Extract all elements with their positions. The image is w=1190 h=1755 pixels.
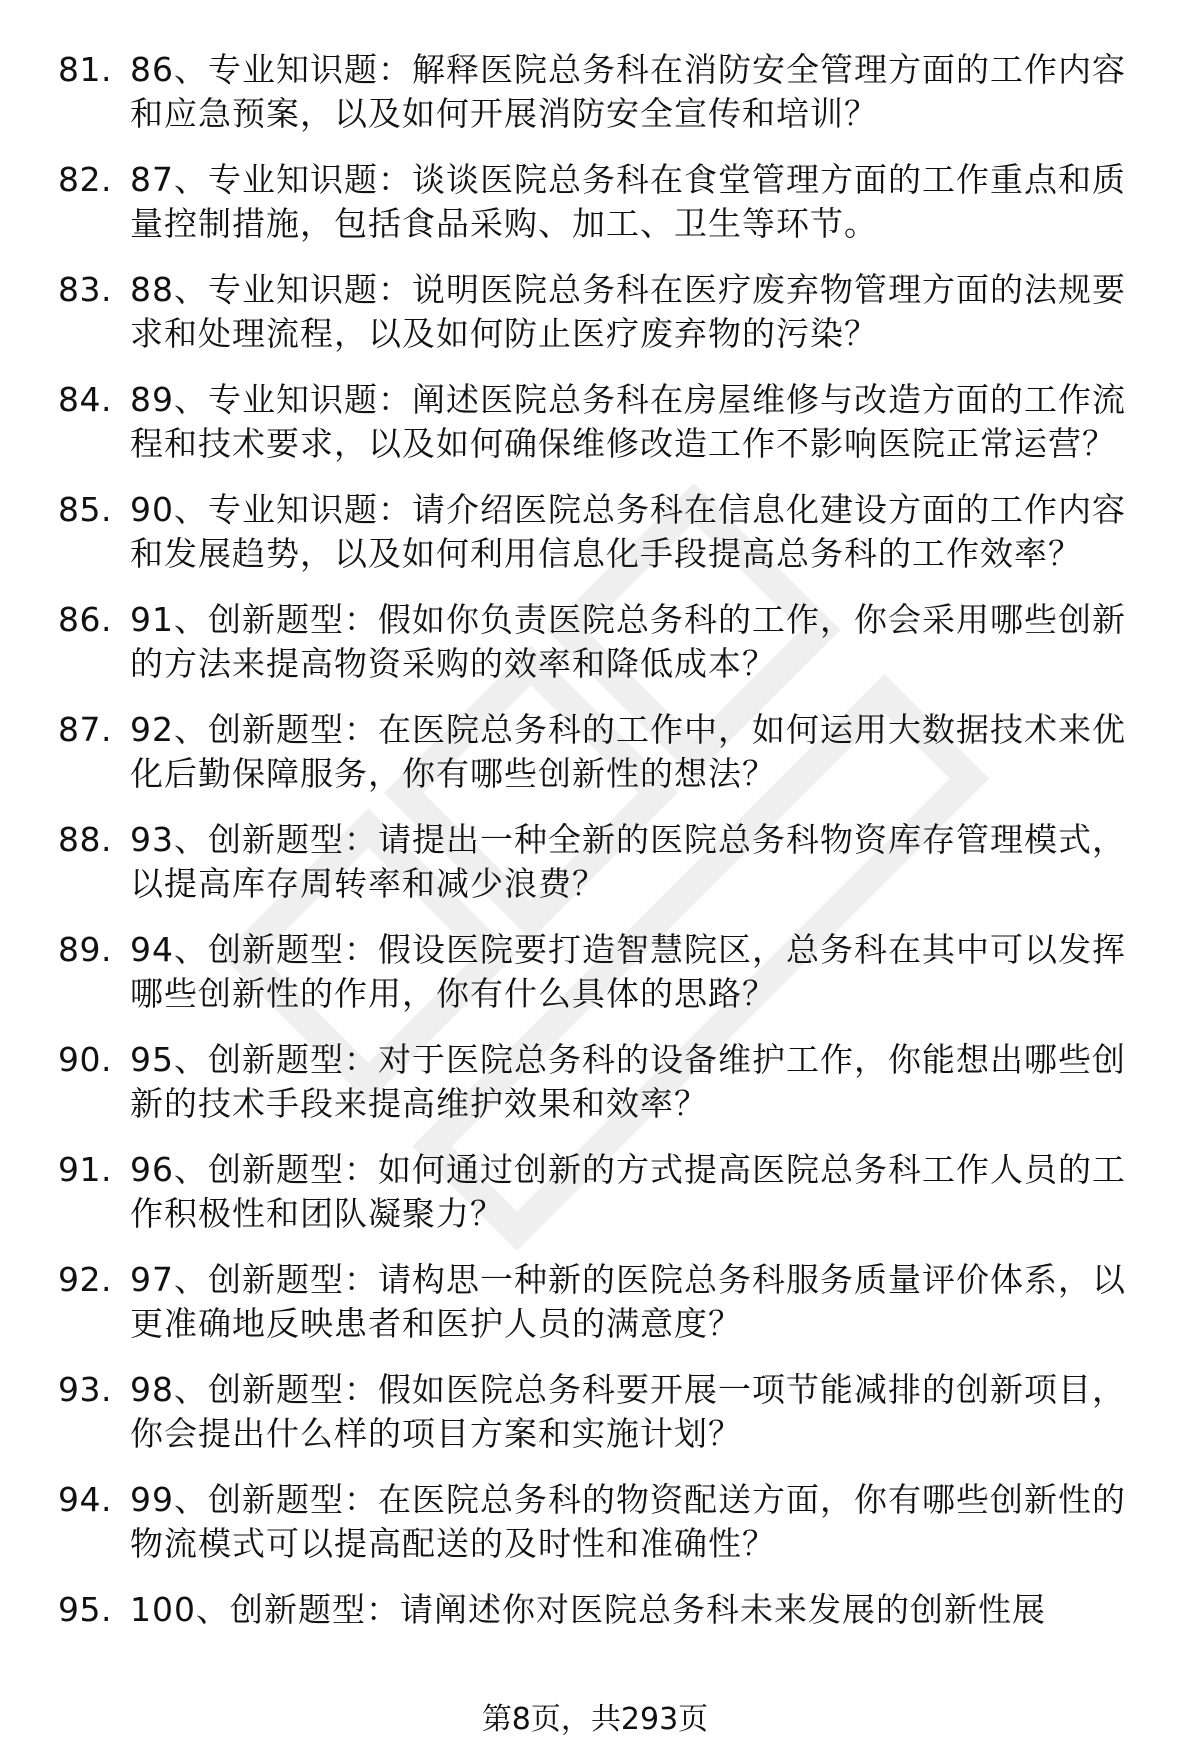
list-item bbox=[58, 598, 1158, 686]
list-item bbox=[58, 48, 1158, 136]
item-number: 94. bbox=[58, 1480, 112, 1519]
item-number: 91. bbox=[58, 1150, 112, 1189]
list-item bbox=[58, 268, 1158, 356]
item-number: 90. bbox=[58, 1040, 112, 1079]
item-number: 84. bbox=[58, 380, 112, 419]
item-text: 100、创新题型：请阐述你对医院总务科未来发展的创新性展 bbox=[130, 1590, 1046, 1629]
question-list bbox=[58, 48, 1158, 1654]
item-number: 92. bbox=[58, 1260, 112, 1299]
list-item bbox=[58, 1038, 1158, 1126]
item-number: 86. bbox=[58, 600, 112, 639]
list-item bbox=[58, 708, 1158, 796]
item-text: 97、创新题型：请构思一种新的医院总务科服务质量评价体系，以更准确地反映患者和医护人员的满意度？ bbox=[130, 1260, 1126, 1343]
item-number: 88. bbox=[58, 820, 112, 859]
list-item bbox=[58, 928, 1158, 1016]
item-text: 87、专业知识题：谈谈医院总务科在食堂管理方面的工作重点和质量控制措施，包括食品采购、加工、卫生等环节。 bbox=[130, 160, 1126, 243]
item-number: 81. bbox=[58, 50, 112, 89]
item-number: 85. bbox=[58, 490, 112, 529]
item-number: 83. bbox=[58, 270, 112, 309]
list-item bbox=[58, 1478, 1158, 1566]
item-text: 90、专业知识题：请介绍医院总务科在信息化建设方面的工作内容和发展趋势，以及如何利用信息化手段提高总务科的工作效率？ bbox=[130, 490, 1126, 573]
item-text: 93、创新题型：请提出一种全新的医院总务科物资库存管理模式，以提高库存周转率和减少浪费？ bbox=[130, 820, 1126, 903]
item-text: 89、专业知识题：阐述医院总务科在房屋维修与改造方面的工作流程和技术要求，以及如何确保维修改造工作不影响医院正常运营？ bbox=[130, 380, 1126, 463]
list-item bbox=[58, 1368, 1158, 1456]
item-text: 94、创新题型：假设医院要打造智慧院区，总务科在其中可以发挥哪些创新性的作用，你有什么具体的思路？ bbox=[130, 930, 1126, 1013]
item-text: 95、创新题型：对于医院总务科的设备维护工作，你能想出哪些创新的技术手段来提高维护效果和效率？ bbox=[130, 1040, 1126, 1123]
item-text: 99、创新题型：在医院总务科的物资配送方面，你有哪些创新性的物流模式可以提高配送的及时性和准确性？ bbox=[130, 1480, 1126, 1563]
list-item bbox=[58, 488, 1158, 576]
item-number: 93. bbox=[58, 1370, 112, 1409]
item-text: 98、创新题型：假如医院总务科要开展一项节能减排的创新项目，你会提出什么样的项目方案和实施计划？ bbox=[130, 1370, 1126, 1453]
item-text: 96、创新题型：如何通过创新的方式提高医院总务科工作人员的工作积极性和团队凝聚力？ bbox=[130, 1150, 1126, 1233]
item-number: 82. bbox=[58, 160, 112, 199]
list-item bbox=[58, 1258, 1158, 1346]
list-item bbox=[58, 378, 1158, 466]
list-item bbox=[58, 1588, 1158, 1632]
item-text: 88、专业知识题：说明医院总务科在医疗废弃物管理方面的法规要求和处理流程，以及如何防止医疗废弃物的污染？ bbox=[130, 270, 1126, 353]
item-text: 86、专业知识题：解释医院总务科在消防安全管理方面的工作内容和应急预案，以及如何开展消防安全宣传和培训？ bbox=[130, 50, 1126, 133]
list-item bbox=[58, 1148, 1158, 1236]
page-footer bbox=[0, 1700, 1190, 1740]
item-number: 87. bbox=[58, 710, 112, 749]
page-number-label: 第8页，共293页 bbox=[481, 1702, 709, 1737]
list-item bbox=[58, 818, 1158, 906]
list-item bbox=[58, 158, 1158, 246]
item-text: 92、创新题型：在医院总务科的工作中，如何运用大数据技术来优化后勤保障服务，你有哪些创新性的想法？ bbox=[130, 710, 1126, 793]
item-number: 95. bbox=[58, 1590, 112, 1629]
item-text: 91、创新题型：假如你负责医院总务科的工作，你会采用哪些创新的方法来提高物资采购的效率和降低成本？ bbox=[130, 600, 1126, 683]
item-number: 89. bbox=[58, 930, 112, 969]
